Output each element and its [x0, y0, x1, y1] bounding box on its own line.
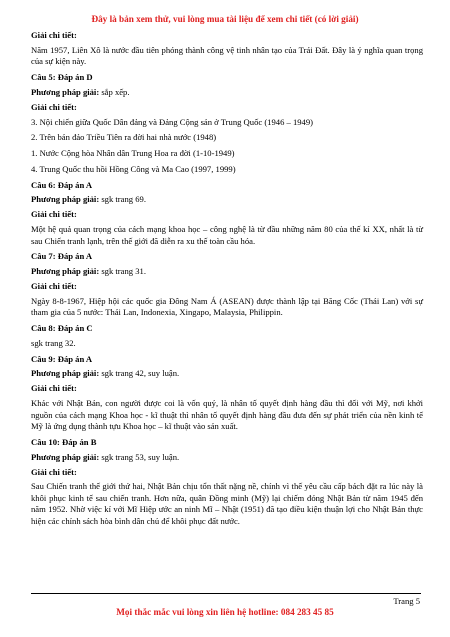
paragraph: Sau Chiến tranh thế giới thứ hai, Nhật Bản chịu tổn thất nặng nề, chính vì thế yêu cầu cấp bách đặt ra lúc này là khôi phục kinh tế sau chiến tranh. Hơn nữa, quân Đồng minh (Mỹ) lại chiếm đóng Nhật Bản từ năm 1945 đến năm 1952. Nhờ việc kí với Mĩ Hiệp ước an ninh Mĩ – Nhật (1951) đã tạo điều kiện thuận lợi cho Nhật Bản thực hiện các chính sách hòa bình dân chủ để khôi phục đất nước. [31, 481, 423, 527]
method-text: sgk trang 31. [99, 266, 146, 277]
section-heading: Câu 8: Đáp án C [31, 323, 93, 334]
method-label: Phương pháp giải: [31, 266, 100, 277]
section-heading: Câu 7: Đáp án A [31, 251, 93, 262]
section-heading: Câu 10: Đáp án B [31, 436, 97, 447]
document-body [31, 30, 423, 532]
method-label: Phương pháp giải: [31, 368, 100, 379]
method-line [31, 87, 423, 99]
section-heading: Giải chi tiết: [31, 101, 77, 112]
paragraph: 2. Trên bán đảo Triều Tiên ra đời hai nhà nước (1948) [31, 132, 217, 143]
method-label: Phương pháp giải: [31, 451, 100, 462]
paragraph: 3. Nội chiến giữa Quốc Dân đảng và Đảng Cộng sản ở Trung Quốc (1946 – 1949) [31, 116, 314, 127]
section-heading: Giải chi tiết: [31, 383, 77, 394]
paragraph: 1. Nước Cộng hòa Nhân dân Trung Hoa ra đời (1-10-1949) [31, 148, 235, 159]
method-line [31, 452, 423, 464]
paragraph: Một hệ quả quan trọng của cách mạng khoa học – công nghệ là từ đầu những năm 80 của thế kỉ XX, nhất là từ sau Chiến tranh lạnh, trên thế giới đã diễn ra xu thế toàn cầu hóa. [31, 223, 423, 246]
paragraph: sgk trang 32. [31, 337, 76, 348]
method-label: Phương pháp giải: [31, 86, 100, 97]
method-label: Phương pháp giải: [31, 194, 100, 205]
section-heading: Câu 6: Đáp án A [31, 179, 93, 190]
method-text: sgk trang 69. [99, 194, 146, 205]
section-heading: Giải chi tiết: [31, 30, 77, 40]
page-number: Trang 5 [393, 596, 420, 606]
section-heading: Câu 9: Đáp án A [31, 353, 93, 364]
method-line [31, 194, 423, 206]
section-heading: Giải chi tiết: [31, 466, 77, 477]
hotline-banner: Mọi thắc mắc vui lòng xin liên hệ hotline: 084 283 45 85 [116, 607, 334, 617]
section-heading: Giải chi tiết: [31, 280, 77, 291]
method-text: sgk trang 53, suy luận. [99, 451, 180, 462]
method-text: sgk trang 42, suy luận. [99, 368, 180, 379]
section-heading: Giải chi tiết: [31, 209, 77, 220]
method-line [31, 368, 423, 380]
paragraph: 4. Trung Quốc thu hồi Hồng Công và Ma Cao (1997, 1999) [31, 163, 236, 174]
preview-banner: Đây là bản xem thử, vui lòng mua tài liệu để xem chi tiết (có lời giải) [91, 14, 359, 24]
footer-divider [31, 593, 421, 594]
method-text: sắp xếp. [99, 86, 130, 97]
paragraph: Năm 1957, Liên Xô là nước đầu tiên phóng thành công vệ tinh nhân tạo của Trái Đất. Đây là ý nghĩa quan trọng của sự kiện này. [31, 44, 423, 67]
paragraph: Khác với Nhật Bản, con người được coi là vốn quý, là nhân tố quyết định hàng đầu thì đối với Mỹ, nơi khởi nguồn của cách mạng Khoa học - kĩ thuật thì nhân tố quyết định hàng đầu đưa đến sự phát triển của nền kinh tế Mỹ là ứng dụng thành tựu Khoa học – kĩ thuật vào sản xuất. [31, 397, 423, 432]
method-line [31, 266, 423, 278]
section-heading: Câu 5: Đáp án D [31, 72, 93, 83]
paragraph: Ngày 8-8-1967, Hiệp hội các quốc gia Đông Nam Á (ASEAN) được thành lập tại Băng Cốc (Thái Lan) với sự tham gia của 5 nước: Thái Lan, Indonexia, Xingapo, Malaysia, Philippin. [31, 295, 423, 318]
